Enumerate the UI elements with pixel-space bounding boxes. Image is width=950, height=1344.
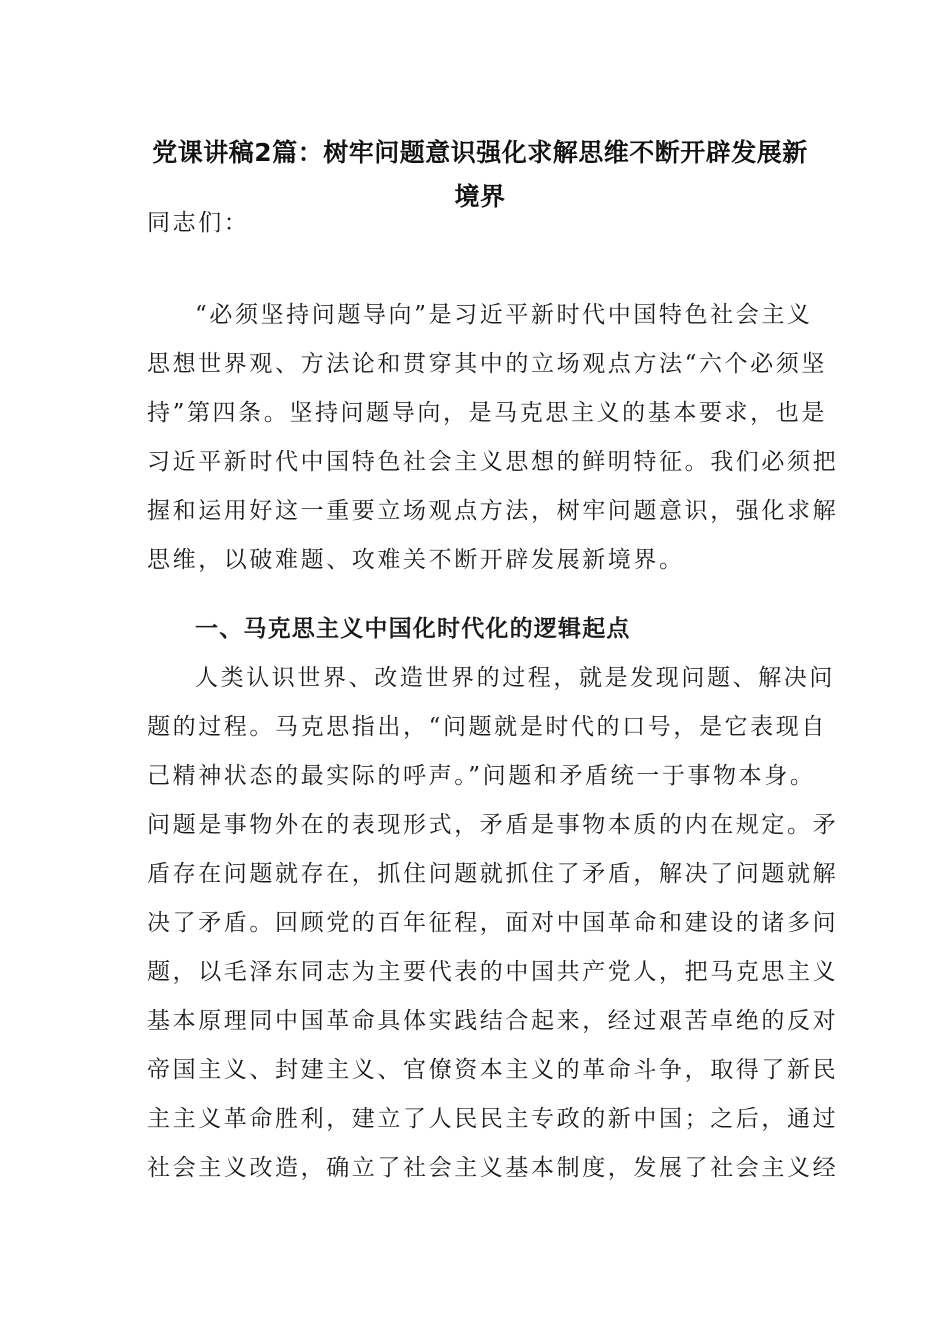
paragraph-1-line: 思想世界观、方法论和贯穿其中的立场观点方法“六个必须坚	[147, 351, 827, 377]
paragraph-1-line: 持”第四条。坚持问题导向，是马克思主义的基本要求，也是	[147, 400, 827, 426]
paragraph-2-line: 题的过程。马克思指出，“问题就是时代的口号，是它表现自	[147, 714, 827, 740]
paragraph-2-line: 人类认识世界、改造世界的过程，就是发现问题、解决问	[195, 665, 835, 691]
paragraph-2-line: 主主义革命胜利，建立了人民民主专政的新中国；之后，通过	[147, 1106, 839, 1132]
salutation: 同志们：	[147, 210, 250, 236]
paragraph-2-line: 题，以毛泽东同志为主要代表的中国共产党人，把马克思主义	[147, 959, 839, 985]
paragraph-2-line: 社会主义改造，确立了社会主义基本制度，发展了社会主义经	[147, 1155, 839, 1181]
paragraph-2-line: 基本原理同中国革命具体实践结合起来，经过艰苦卓绝的反对	[147, 1008, 839, 1034]
paragraph-1-line: 习近平新时代中国特色社会主义思想的鲜明特征。我们必须把	[147, 449, 839, 475]
paragraph-2-line: 盾存在问题就存在，抓住问题就抓住了矛盾，解决了问题就解	[147, 861, 839, 887]
paragraph-2-line: 决了矛盾。回顾党的百年征程，面对中国革命和建设的诸多问	[147, 910, 839, 936]
paragraph-1-line: “必须坚持问题导向”是习近平新时代中国特色社会主义	[195, 302, 813, 328]
document-title-line-1: 党课讲稿2篇：树牢问题意识强化求解思维不断开辟发展新	[152, 138, 808, 167]
paragraph-1-line: 思维，以破难题、攻难关不断开辟发展新境界。	[147, 547, 685, 573]
paragraph-2-line: 问题是事物外在的表现形式，矛盾是事物本质的内在规定。矛	[147, 812, 839, 838]
section-1-heading: 一、马克思主义中国化时代化的逻辑起点	[195, 616, 631, 642]
paragraph-2-line: 帝国主义、封建主义、官僚资本主义的革命斗争，取得了新民	[147, 1057, 839, 1083]
paragraph-2-line: 己精神状态的最实际的呼声。”问题和矛盾统一于事物本身。	[147, 763, 816, 789]
document-title-line-2: 境界	[454, 182, 506, 211]
paragraph-1-line: 握和运用好这一重要立场观点方法，树牢问题意识，强化求解	[147, 498, 839, 524]
